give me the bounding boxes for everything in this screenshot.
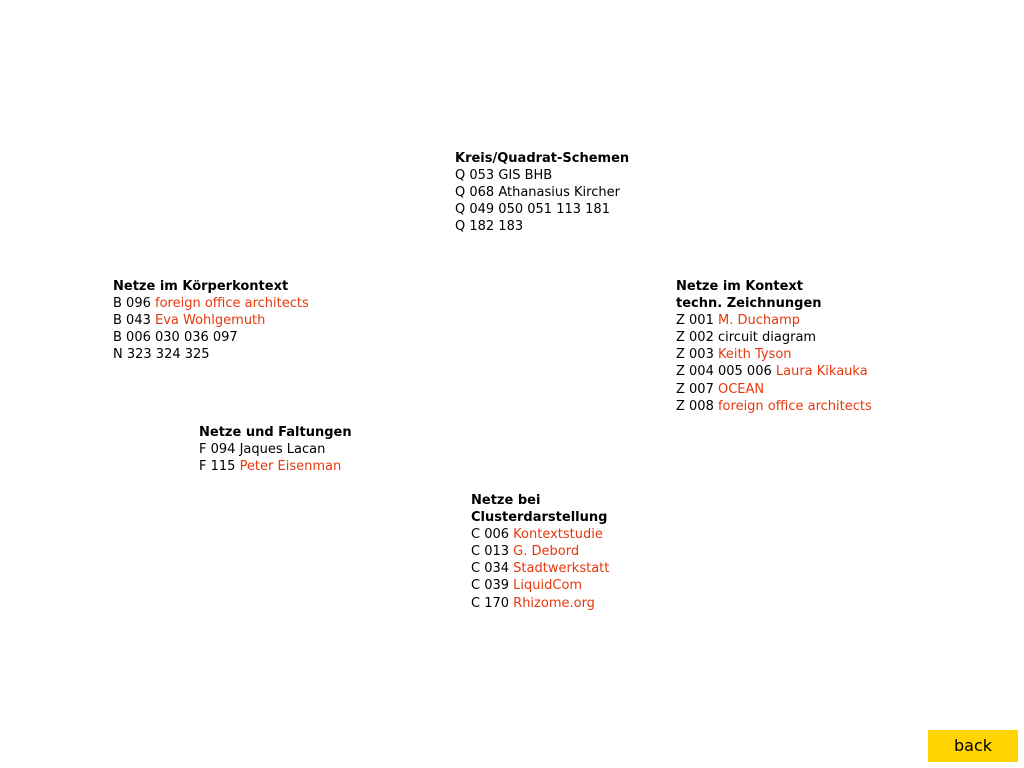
group-kreis-quadrat-schemen	[455, 150, 629, 235]
list-item: F 094 Jaques Lacan	[199, 442, 326, 458]
link-peter-eisenman[interactable]: Peter Eisenman	[239, 459, 342, 475]
list-item: B 096 foreign office architects	[113, 296, 309, 312]
list-item: Q 068 Athanasius Kircher	[455, 185, 620, 201]
link-ocean[interactable]: OCEAN	[717, 381, 765, 397]
group-title: Kreis/Quadrat-Schemen	[455, 151, 630, 166]
list-item: Z 004 005 006 Laura Kikauka	[676, 364, 868, 380]
link-laura-kikauka[interactable]: Laura Kikauka	[775, 364, 868, 380]
list-item: C 006 Kontextstudie	[471, 527, 603, 543]
group-netze-und-faltungen	[199, 424, 352, 475]
link-eva-wohlgemuth[interactable]: Eva Wohlgemuth	[155, 313, 266, 329]
list-item: Q 053 GIS BHB	[455, 168, 553, 184]
list-item: C 013 G. Debord	[471, 544, 580, 560]
group-netze-im-kontext-techn-zeichnungen	[676, 278, 872, 415]
link-keith-tyson[interactable]: Keith Tyson	[717, 347, 792, 363]
list-item: C 034 Stadtwerkstatt	[471, 561, 610, 577]
link-g-debord[interactable]: G. Debord	[513, 544, 580, 560]
list-item: F 115 Peter Eisenman	[199, 459, 342, 475]
link-foreign-office-architects[interactable]: foreign office architects	[155, 296, 309, 312]
group-title: Netze im Körperkontext	[113, 279, 289, 294]
link-rhizome-org[interactable]: Rhizome.org	[513, 595, 595, 611]
list-item: B 006 030 036 097	[113, 330, 238, 346]
link-kontextstudie[interactable]: Kontextstudie	[513, 527, 603, 543]
group-title: Netze bei	[471, 493, 541, 508]
list-item: C 039 LiquidCom	[471, 578, 583, 594]
group-netze-im-koerperkontext	[113, 278, 309, 363]
list-item: Q 049 050 051 113 181	[455, 202, 610, 218]
list-item: B 043 Eva Wohlgemuth	[113, 313, 266, 329]
group-title: Netze im Kontext	[676, 279, 804, 294]
group-title: Netze und Faltungen	[199, 425, 352, 440]
link-stadtwerkstatt[interactable]: Stadtwerkstatt	[513, 561, 610, 577]
list-item: Z 008 foreign office architects	[676, 398, 872, 414]
list-item: C 170 Rhizome.org	[471, 595, 595, 611]
link-m-duchamp[interactable]: M. Duchamp	[717, 313, 800, 329]
back-button[interactable]: back	[928, 730, 1018, 762]
list-item: Q 182 183	[455, 219, 524, 235]
group-title: Clusterdarstellung	[471, 510, 608, 526]
link-foreign-office-architects[interactable]: foreign office architects	[717, 398, 872, 414]
list-item: Z 001 M. Duchamp	[676, 313, 800, 329]
list-item: Z 002 circuit diagram	[676, 330, 817, 346]
list-item: Z 007 OCEAN	[676, 381, 765, 397]
list-item: Z 003 Keith Tyson	[676, 347, 792, 363]
group-title: techn. Zeichnungen	[676, 296, 822, 312]
list-item: N 323 324 325	[113, 347, 210, 363]
link-liquidcom[interactable]: LiquidCom	[513, 578, 583, 594]
group-netze-bei-clusterdarstellung	[471, 492, 609, 612]
